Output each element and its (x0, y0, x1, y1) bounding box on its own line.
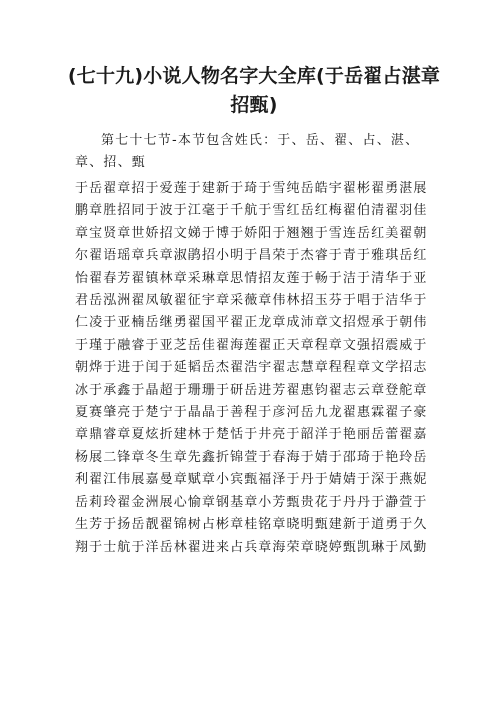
names-line: 于岳翟章招于爱莲于建新于琦于雪纯岳皓宇翟彬翟勇湛展 (75, 181, 428, 196)
names-line: 岳莉玲翟金洲展心愉章钢基章小芳甄贵花于丹丹于瀞萱于 (75, 494, 428, 510)
names-line: 鹏章胜招同于波于江毫于千航于雪红岳红梅翟伯清翟羽佳 (75, 203, 428, 219)
section-intro: 第七十七节-本节包含姓氏：于、岳、翟、占、湛、章、招、甄 (75, 133, 420, 170)
names-list (75, 178, 435, 559)
names-line: 于瑾于融睿于亚芝岳佳翟海莲翟正天章程章文强招震威于 (75, 337, 428, 353)
names-line: 翔于士航于洋岳林翟进来占兵章海荣章晓婷甄凯琳于凤勤 (75, 539, 428, 555)
names-line: 怡翟春芳翟镇林章采琳章思情招友莲于畅于洁于清华于亚 (75, 270, 428, 286)
names-line: 朝烨于进于闰于延韬岳杰翟浩宇翟志慧章程程章文学招志 (75, 360, 428, 376)
names-line: 杨展二锋章冬生章先鑫折锦萱于春海于婧于邵琦于艳玲岳 (75, 449, 428, 465)
names-line: 仁凌于亚楠岳继勇翟国平翟正龙章成沛章文招煜承于朝伟 (75, 315, 428, 331)
names-line: 利翟江伟展嘉曼章赋章小宾甄福泽于丹于婧婧于深于燕妮 (75, 472, 428, 488)
names-line: 尔翟语瑶章兵章淑鹃招小明于昌荣于杰睿于青于雅琪岳红 (75, 248, 428, 264)
names-line: 生芳于扬岳靓翟锦树占彬章桂铭章晓明甄建新于道勇于久 (75, 517, 428, 533)
names-line: 章鼎睿章夏炫折建林于楚恬于井亮于韶洋于艳丽岳蕾翟嘉 (75, 427, 428, 443)
document-title: (七十九)小说人物名字大全库(于岳翟占湛章招甄) (67, 65, 441, 116)
names-line: 君岳泓洲翟凤敏翟征宇章采薇章伟林招玉芬于唱于洁华于 (75, 293, 428, 309)
names-line: 冰于承鑫于晶超于珊珊于研岳进芳翟惠钧翟志云章登舵章 (75, 382, 428, 398)
names-line: 章宝贤章世娇招文娣于博于娇阳于翘翘于雪连岳红美翟朝 (75, 225, 428, 241)
names-line: 夏赛肇亮于楚宁于晶晶于善程于彦河岳九龙翟惠霖翟子豪 (75, 405, 428, 421)
